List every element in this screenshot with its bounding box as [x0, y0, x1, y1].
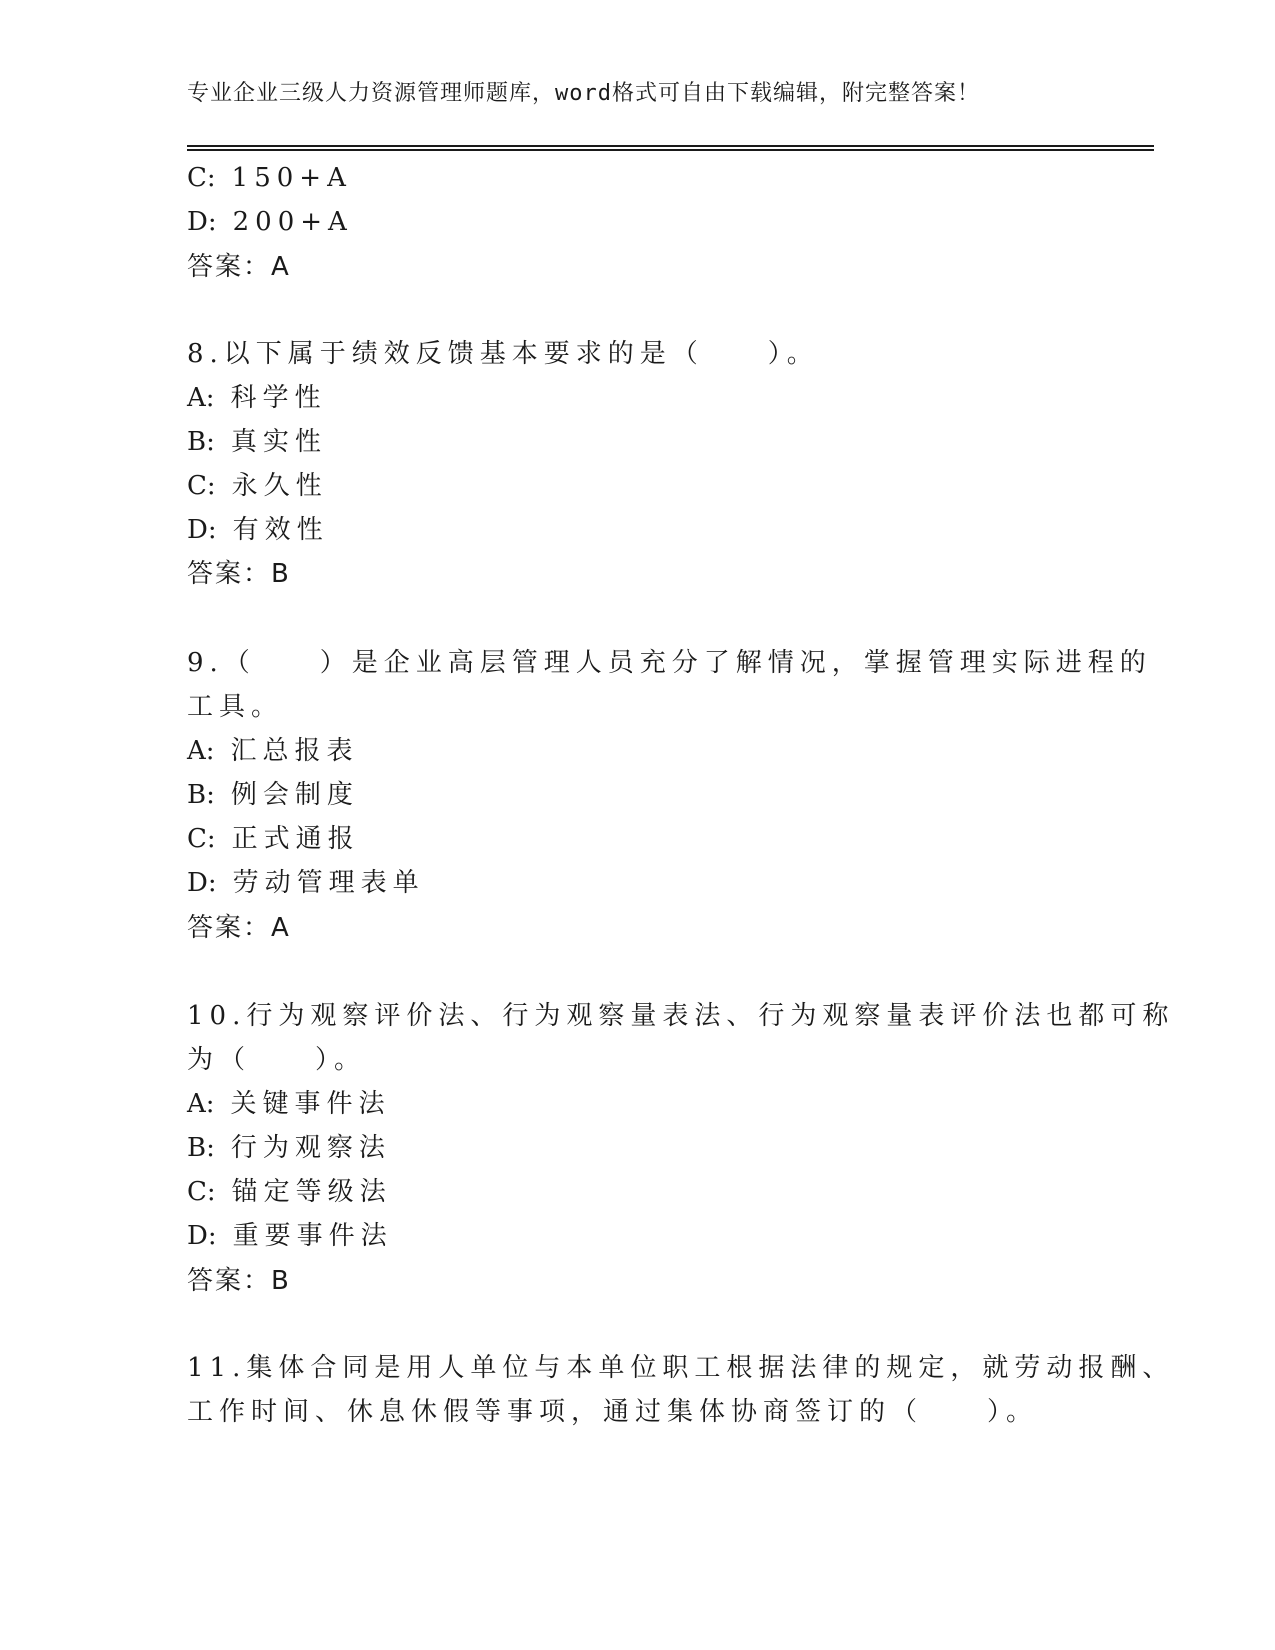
- answer: 答案：A: [187, 913, 291, 943]
- question-stem-continued: 工作时间、休息休假等事项，通过集体协商签订的（ ）。: [187, 1397, 1039, 1427]
- option-a: A: 科学性: [187, 383, 327, 413]
- question-stem: 11.集体合同是用人单位与本单位职工根据法律的规定，就劳动报酬、: [187, 1353, 1175, 1383]
- question-stem: 10.行为观察评价法、行为观察量表法、行为观察量表评价法也都可称: [187, 1001, 1175, 1031]
- question-stem: 8.以下属于绩效反馈基本要求的是（ ）。: [187, 339, 819, 369]
- answer: 答案：A: [187, 252, 291, 282]
- option-c: C: 150+A: [187, 163, 352, 193]
- question-stem: 9.（ ）是企业高层管理人员充分了解情况，掌握管理实际进程的: [187, 648, 1152, 678]
- option-c: C: 永久性: [187, 471, 328, 501]
- question-stem-continued: 工具。: [187, 692, 284, 722]
- option-d: D: 200+A: [187, 207, 353, 237]
- page-header: 专业企业三级人力资源管理师题库，word格式可自由下载编辑，附完整答案！: [187, 81, 980, 106]
- header-rule-top: [187, 145, 1154, 147]
- header-rule-bottom: [187, 149, 1154, 151]
- option-c: C: 正式通报: [187, 824, 360, 854]
- answer: 答案：B: [187, 1266, 291, 1296]
- option-a: A: 关键事件法: [187, 1089, 391, 1119]
- option-a: A: 汇总报表: [187, 736, 359, 766]
- option-d: D: 重要事件法: [187, 1221, 393, 1251]
- option-b: B: 例会制度: [187, 780, 359, 810]
- question-stem-continued: 为（ ）。: [187, 1045, 367, 1075]
- option-d: D: 有效性: [187, 515, 329, 545]
- option-c: C: 锚定等级法: [187, 1177, 392, 1207]
- answer: 答案：B: [187, 559, 291, 589]
- option-b: B: 真实性: [187, 427, 327, 457]
- option-d: D: 劳动管理表单: [187, 868, 425, 898]
- option-b: B: 行为观察法: [187, 1133, 391, 1163]
